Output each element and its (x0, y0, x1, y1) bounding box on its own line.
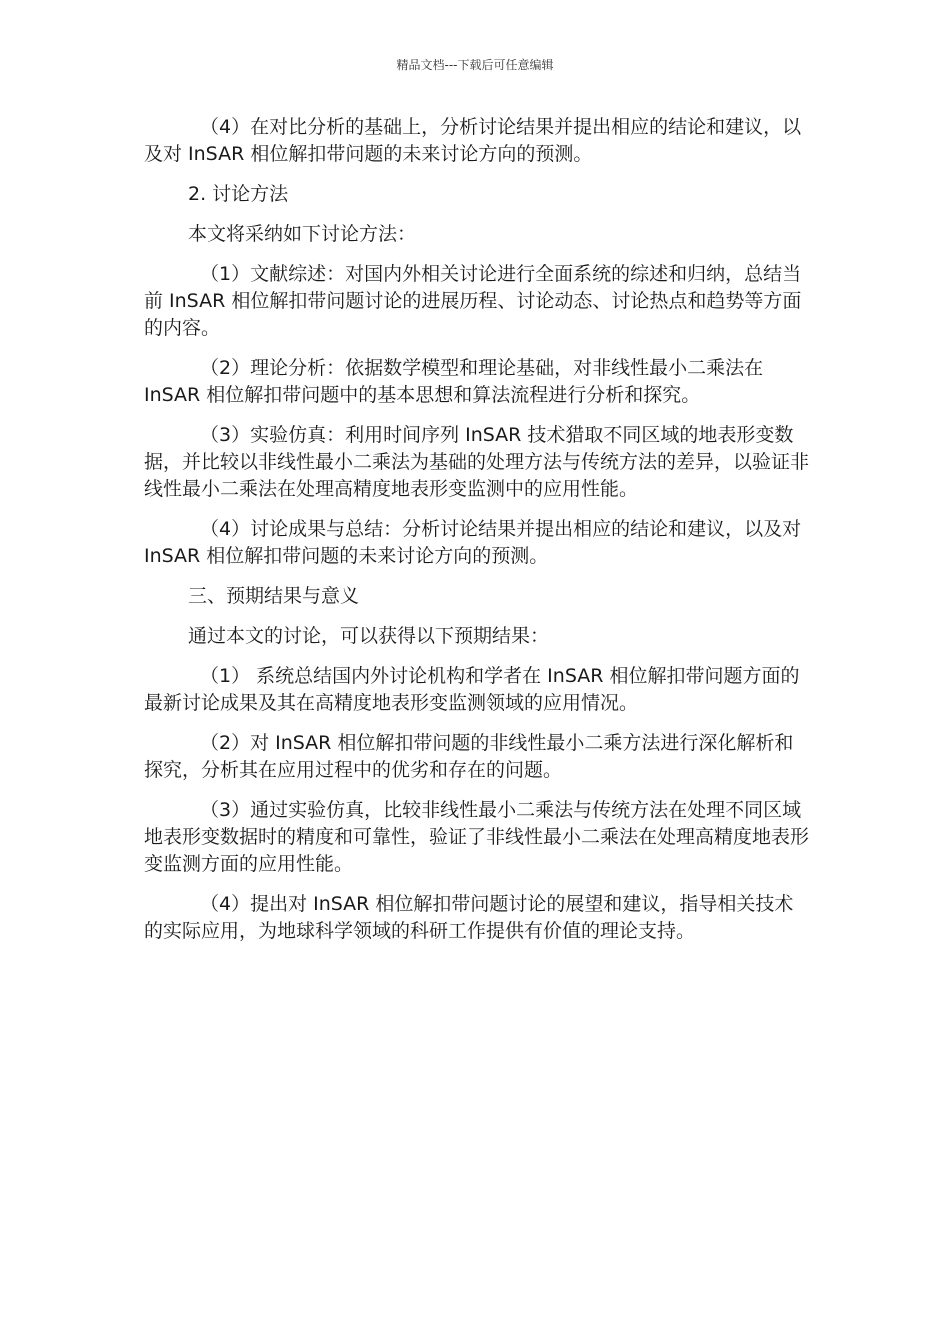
page-header: 精品文档---下载后可任意编辑 (396, 58, 554, 72)
method-experiment-simulation: （3）实验仿真：利用时间序列 InSAR 技术猎取不同区域的地表形变数据，并比较以非线性最小二乘法为基础的处理方法与传统方法的差异，以验证非线性最小二乘法在处理高精度地表形变监测中的应用性能。 (144, 424, 810, 500)
paragraph-item-4-conclusion: （4）在对比分析的基础上，分析讨论结果并提出相应的结论和建议，以及对 InSAR 相位解扣带问题的未来讨论方向的预测。 (144, 116, 802, 165)
document-body (144, 114, 810, 958)
expected-result-3: （3）通过实验仿真，比较非线性最小二乘法与传统方法在处理不同区域地表形变数据时的精度和可靠性，验证了非线性最小二乘法在处理高精度地表形变监测方面的应用性能。 (144, 799, 810, 875)
methods-intro: 本文将采纳如下讨论方法： (188, 223, 417, 245)
section-heading-expected-results: 三、预期结果与意义 (188, 585, 360, 607)
method-theory-analysis: （2）理论分析：依据数学模型和理论基础，对非线性最小二乘法在 InSAR 相位解扣带问题中的基本思想和算法流程进行分析和探究。 (144, 357, 764, 406)
expected-result-4: （4）提出对 InSAR 相位解扣带问题讨论的展望和建议，指导相关技术的实际应用，为地球科学领域的科研工作提供有价值的理论支持。 (144, 893, 794, 942)
section-heading-methods: 2. 讨论方法 (188, 183, 289, 205)
expected-results-intro: 通过本文的讨论，可以获得以下预期结果： (188, 625, 550, 647)
method-literature-review: （1）文献综述：对国内外相关讨论进行全面系统的综述和归纳，总结当前 InSAR 相位解扣带问题讨论的进展历程、讨论动态、讨论热点和趋势等方面的内容。 (144, 263, 802, 339)
expected-result-2: （2）对 InSAR 相位解扣带问题的非线性最小二乘方法进行深化解析和探究，分析其在应用过程中的优劣和存在的问题。 (144, 732, 794, 781)
expected-result-1: （1） 系统总结国内外讨论机构和学者在 InSAR 相位解扣带问题方面的最新讨论成果及其在高精度地表形变监测领域的应用情况。 (144, 665, 800, 714)
method-results-summary: （4）讨论成果与总结：分析讨论结果并提出相应的结论和建议，以及对 InSAR 相位解扣带问题的未来讨论方向的预测。 (144, 518, 802, 567)
